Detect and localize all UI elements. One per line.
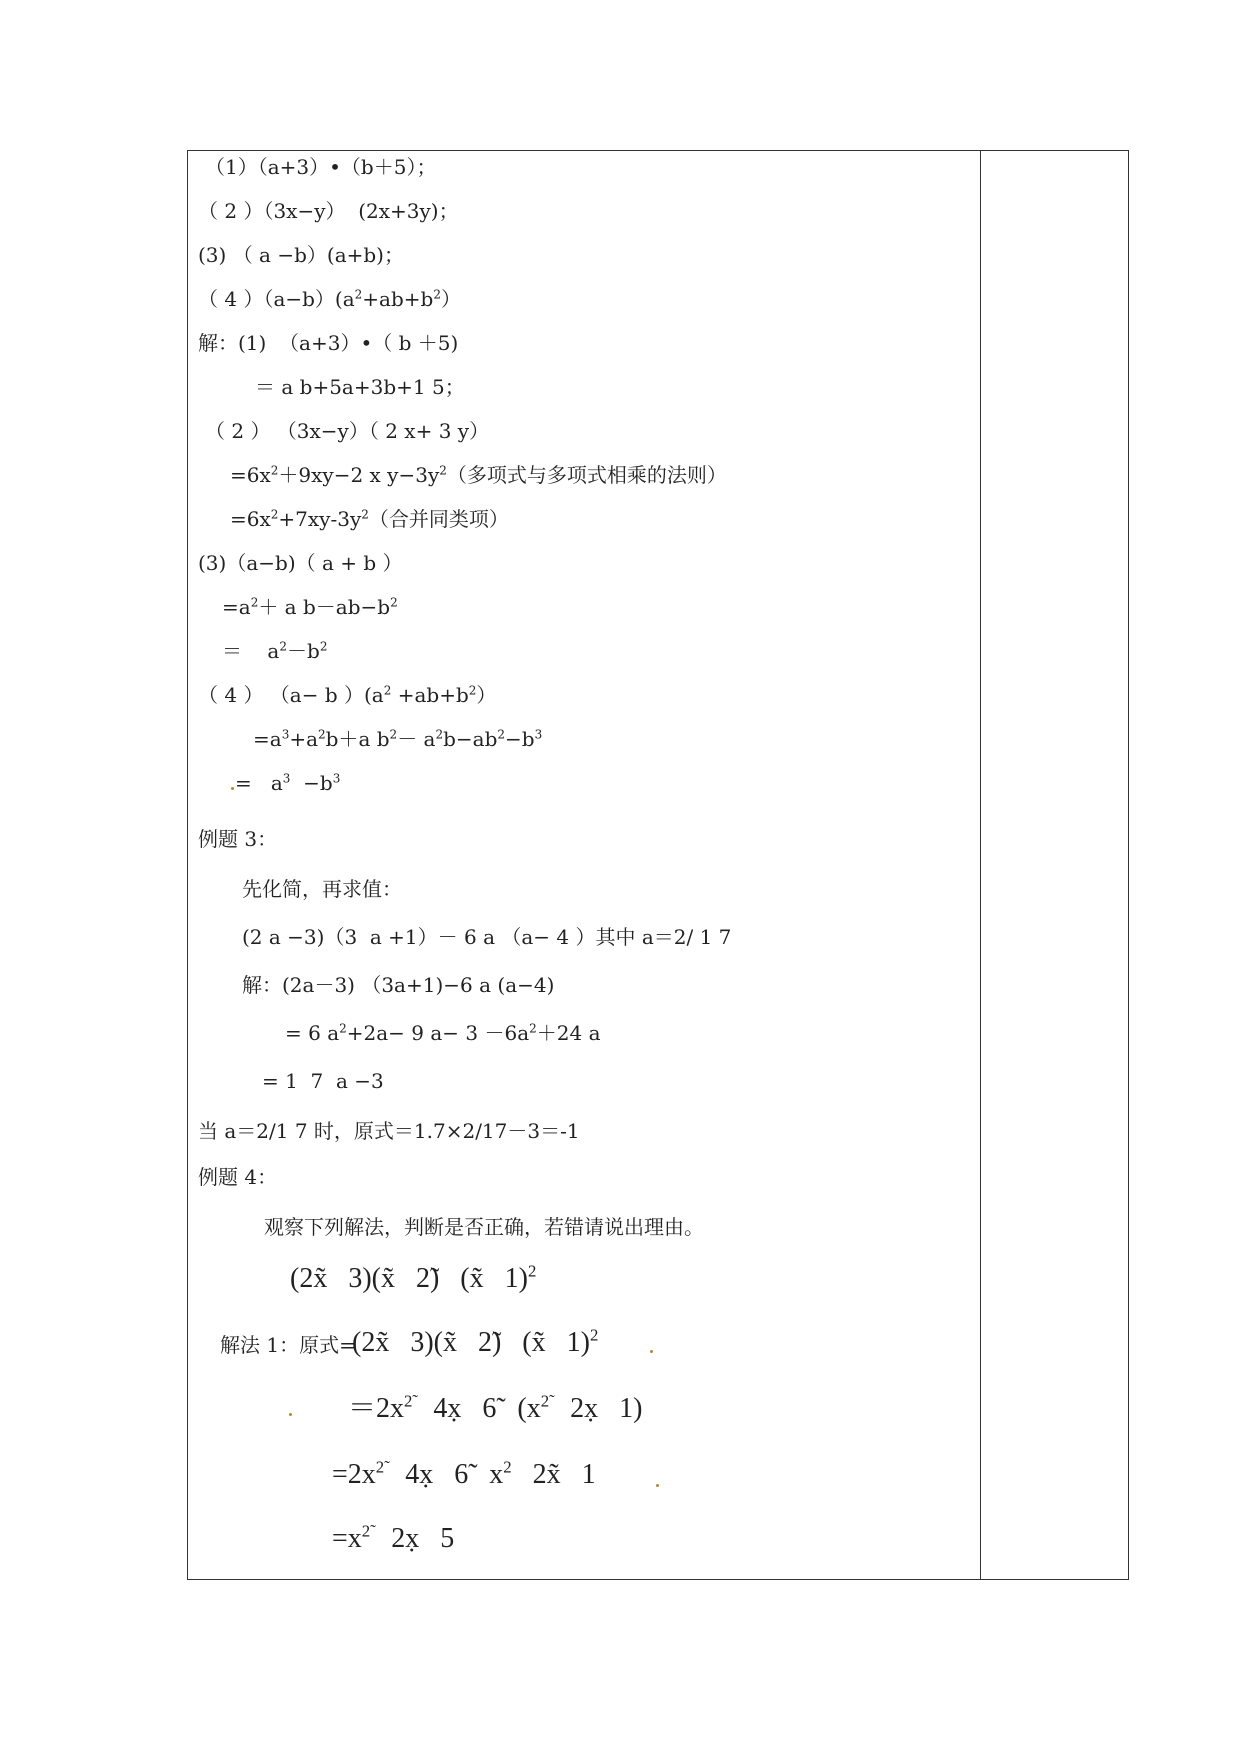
solution-4-head: （ 4 ） （a− b ）$(a^2 +ab+b^2)$ — [198, 683, 497, 707]
solution-1-head: 解：(1) （a+3）•（ b ＋5) — [198, 331, 459, 355]
problem-3: (3) （ a −b）(a+b)； — [198, 243, 404, 267]
example-3-step-1: = 6 $a^2+2a- 9$ $a- 3 -6a^2+24$ a — [285, 1021, 601, 1045]
content-table — [187, 150, 1129, 1580]
method-1-step-3: $=x^{2̃}$ 2x̣ 5 — [332, 1521, 455, 1554]
solution-4-step-1: $=a^3+a^2b+a$ $b^2- a^2b-ab^2-b^3$ — [253, 727, 543, 751]
stray-dot — [650, 1350, 653, 1353]
example-3-instruction: 先化简，再求值： — [242, 877, 402, 901]
method-1-step-1: $=2x^{2̃}$ 4x̣ 6̃ ($x^{2̃}$ 2x̣ 1) — [348, 1391, 643, 1424]
solution-3-step-1: $=a^2+ a$ $b-ab-b^2$ — [222, 595, 398, 619]
table-column-divider — [980, 150, 981, 1580]
solution-2-step-1: $=6x^2+9xy-2$ x $y-3y^2$（多项式与多项式相乘的法则） — [230, 463, 727, 487]
problem-2: （ 2 ）（3x−y） (2x+3y)； — [198, 199, 459, 223]
solution-1-result: ＝ a b+5a+3b+1 5； — [255, 375, 465, 399]
example-4-title: 例题 4： — [198, 1165, 278, 1189]
stray-dot — [231, 787, 234, 790]
example-4-instruction: 观察下列解法，判断是否正确，若错请说出理由。 — [264, 1215, 704, 1239]
example-3-title: 例题 3： — [198, 827, 278, 851]
problem-1: （1）（a+3）•（b＋5）； — [205, 155, 437, 179]
example-3-conclusion: 当 a＝2/1 7 时，原式＝1.7×2/17－3＝-1 — [198, 1119, 580, 1143]
example-3-solution-head: 解：(2a－3) （3a+1)−6 a (a−4) — [242, 973, 555, 997]
solution-4-step-2: = $a^3 -b^3$ — [235, 771, 341, 795]
problem-4: （ 4 ）$(a-b)(a^2+ab+b^2)$ — [198, 287, 461, 311]
method-1-label: 解法 1：原式= — [220, 1333, 356, 1357]
stray-dot — [289, 1413, 292, 1416]
stray-dot — [656, 1484, 659, 1487]
method-1-step-2: $=2x^{2̃}$ 4x̣ 6̃ $x^2$ 2x̃ 1 — [332, 1457, 596, 1490]
solution-2-step-2: $=6x^2+7xy-3y^2$（合并同类项） — [230, 507, 509, 531]
example-4-expression: (2x̃ 3)(x̃ 2̃) (x̃ 1)$^2$ — [290, 1261, 537, 1294]
solution-3-step-2: ＝ $a^2-b^2$ — [222, 639, 328, 663]
solution-3-head: (3)（a−b)（ a + b ） — [198, 551, 403, 575]
example-3-step-2: = 1 7 a −3 — [262, 1069, 384, 1093]
method-1-expression: (2x̃ 3)(x̃ 2̃) (x̃ 1)$^2$ — [352, 1325, 599, 1358]
solution-2-head: （ 2 ） （3x−y）（ 2 x+ 3 y） — [205, 419, 490, 443]
example-3-expression: (2 a −3)（3 a +1）－ 6 a （a− 4 ）其中 a＝2/ 1 7 — [242, 925, 732, 949]
